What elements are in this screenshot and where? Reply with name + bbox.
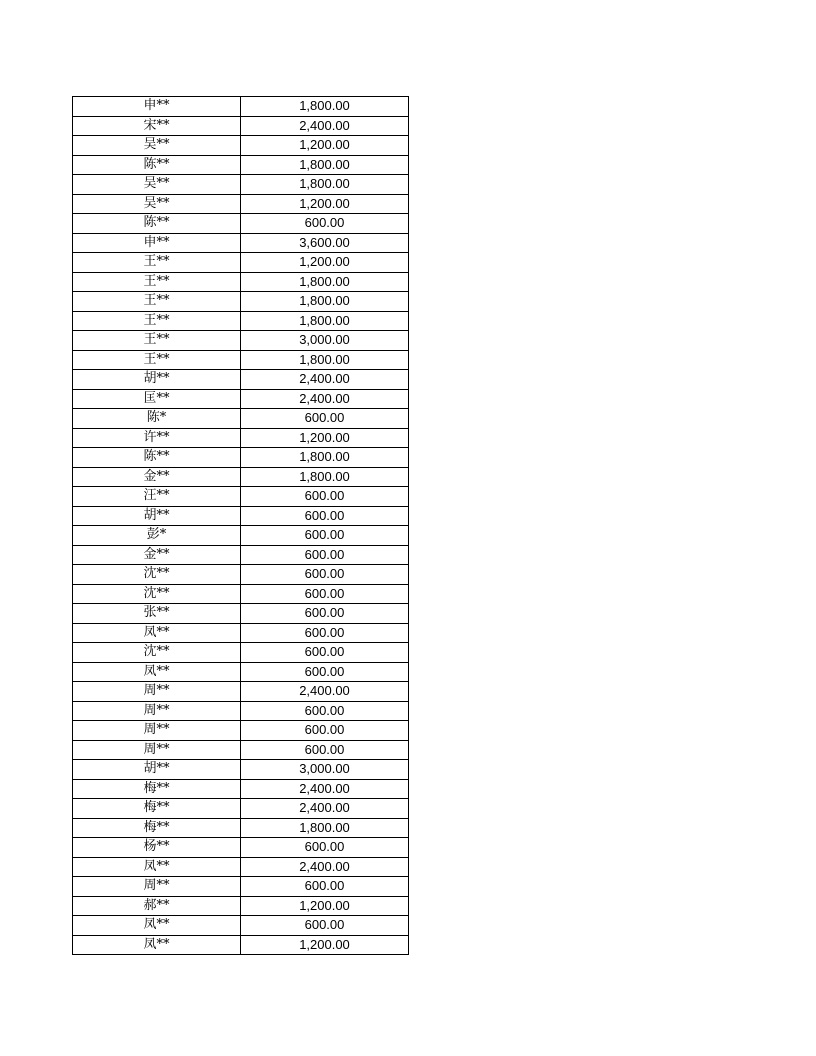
amount-cell: 1,800.00 xyxy=(241,175,409,195)
name-cell: 胡** xyxy=(73,506,241,526)
table-row xyxy=(73,584,409,604)
name-cell: 吴** xyxy=(73,136,241,156)
table-row xyxy=(73,389,409,409)
table-row xyxy=(73,409,409,429)
name-cell: 金** xyxy=(73,545,241,565)
amount-cell: 1,200.00 xyxy=(241,428,409,448)
table-row xyxy=(73,175,409,195)
table-row xyxy=(73,877,409,897)
table-row xyxy=(73,214,409,234)
name-cell: 凤** xyxy=(73,662,241,682)
table-row xyxy=(73,682,409,702)
amount-cell: 1,800.00 xyxy=(241,311,409,331)
table-row xyxy=(73,311,409,331)
amount-cell: 600.00 xyxy=(241,409,409,429)
name-cell: 金** xyxy=(73,467,241,487)
table-row xyxy=(73,799,409,819)
name-cell: 王** xyxy=(73,350,241,370)
table-row xyxy=(73,428,409,448)
table-row xyxy=(73,760,409,780)
table-row xyxy=(73,526,409,546)
amount-cell: 600.00 xyxy=(241,214,409,234)
name-cell: 陈** xyxy=(73,155,241,175)
amount-cell: 600.00 xyxy=(241,565,409,585)
amount-cell: 1,800.00 xyxy=(241,350,409,370)
amount-cell: 600.00 xyxy=(241,526,409,546)
name-cell: 王** xyxy=(73,253,241,273)
name-cell: 杨** xyxy=(73,838,241,858)
amount-cell: 3,000.00 xyxy=(241,760,409,780)
name-cell: 凤** xyxy=(73,916,241,936)
table-row xyxy=(73,272,409,292)
amount-cell: 1,800.00 xyxy=(241,155,409,175)
amount-cell: 2,400.00 xyxy=(241,116,409,136)
amount-cell: 600.00 xyxy=(241,545,409,565)
name-cell: 凤** xyxy=(73,623,241,643)
table-row xyxy=(73,740,409,760)
amount-cell: 600.00 xyxy=(241,740,409,760)
name-cell: 周** xyxy=(73,682,241,702)
name-cell: 匡** xyxy=(73,389,241,409)
name-cell: 胡** xyxy=(73,370,241,390)
table-row xyxy=(73,467,409,487)
amount-cell: 600.00 xyxy=(241,623,409,643)
table-row xyxy=(73,857,409,877)
amount-cell: 600.00 xyxy=(241,838,409,858)
table-row xyxy=(73,350,409,370)
amount-cell: 600.00 xyxy=(241,584,409,604)
name-cell: 宋** xyxy=(73,116,241,136)
name-cell: 凤** xyxy=(73,935,241,955)
table-row xyxy=(73,662,409,682)
name-cell: 吴** xyxy=(73,175,241,195)
name-cell: 周** xyxy=(73,877,241,897)
name-cell: 彭* xyxy=(73,526,241,546)
amount-cell: 600.00 xyxy=(241,604,409,624)
amount-cell: 1,200.00 xyxy=(241,253,409,273)
name-cell: 申** xyxy=(73,97,241,117)
table-body xyxy=(73,97,409,955)
table-row xyxy=(73,818,409,838)
table-row xyxy=(73,448,409,468)
table-row xyxy=(73,97,409,117)
table-row xyxy=(73,292,409,312)
amount-cell: 1,200.00 xyxy=(241,896,409,916)
name-cell: 沈** xyxy=(73,643,241,663)
table-row xyxy=(73,506,409,526)
name-cell: 梅** xyxy=(73,779,241,799)
amount-cell: 1,800.00 xyxy=(241,292,409,312)
table-row xyxy=(73,155,409,175)
name-cell: 陈* xyxy=(73,409,241,429)
name-cell: 胡** xyxy=(73,760,241,780)
amount-cell: 1,800.00 xyxy=(241,448,409,468)
amount-cell: 2,400.00 xyxy=(241,389,409,409)
table-row xyxy=(73,604,409,624)
amount-cell: 1,200.00 xyxy=(241,935,409,955)
table-row xyxy=(73,253,409,273)
amount-cell: 1,800.00 xyxy=(241,467,409,487)
table-row xyxy=(73,701,409,721)
amount-cell: 3,000.00 xyxy=(241,331,409,351)
table-row xyxy=(73,331,409,351)
table-row xyxy=(73,194,409,214)
table-row xyxy=(73,623,409,643)
name-cell: 沈** xyxy=(73,565,241,585)
table-row xyxy=(73,935,409,955)
amount-cell: 600.00 xyxy=(241,643,409,663)
amount-cell: 600.00 xyxy=(241,662,409,682)
table-row xyxy=(73,136,409,156)
table-row xyxy=(73,838,409,858)
name-cell: 王** xyxy=(73,272,241,292)
amount-cell: 1,800.00 xyxy=(241,818,409,838)
amount-cell: 1,800.00 xyxy=(241,97,409,117)
amount-cell: 2,400.00 xyxy=(241,682,409,702)
table-row xyxy=(73,545,409,565)
amount-table xyxy=(72,96,409,955)
table-row xyxy=(73,779,409,799)
name-cell: 周** xyxy=(73,701,241,721)
amount-cell: 600.00 xyxy=(241,506,409,526)
name-cell: 王** xyxy=(73,331,241,351)
name-cell: 许** xyxy=(73,428,241,448)
table-row xyxy=(73,233,409,253)
table-row xyxy=(73,487,409,507)
table-row xyxy=(73,565,409,585)
amount-cell: 2,400.00 xyxy=(241,857,409,877)
name-cell: 吴** xyxy=(73,194,241,214)
amount-cell: 2,400.00 xyxy=(241,779,409,799)
table-row xyxy=(73,916,409,936)
amount-cell: 1,800.00 xyxy=(241,272,409,292)
table-row xyxy=(73,721,409,741)
name-cell: 王** xyxy=(73,292,241,312)
amount-cell: 600.00 xyxy=(241,721,409,741)
name-cell: 汪** xyxy=(73,487,241,507)
name-cell: 申** xyxy=(73,233,241,253)
name-cell: 凤** xyxy=(73,857,241,877)
amount-cell: 600.00 xyxy=(241,916,409,936)
name-cell: 梅** xyxy=(73,799,241,819)
table-row xyxy=(73,896,409,916)
amount-cell: 1,200.00 xyxy=(241,136,409,156)
amount-cell: 600.00 xyxy=(241,701,409,721)
amount-cell: 1,200.00 xyxy=(241,194,409,214)
amount-cell: 2,400.00 xyxy=(241,370,409,390)
amount-cell: 3,600.00 xyxy=(241,233,409,253)
name-cell: 沈** xyxy=(73,584,241,604)
name-cell: 周** xyxy=(73,740,241,760)
name-cell: 梅** xyxy=(73,818,241,838)
table-row xyxy=(73,116,409,136)
name-cell: 陈** xyxy=(73,214,241,234)
name-cell: 周** xyxy=(73,721,241,741)
amount-cell: 2,400.00 xyxy=(241,799,409,819)
amount-cell: 600.00 xyxy=(241,877,409,897)
table-row xyxy=(73,643,409,663)
name-cell: 王** xyxy=(73,311,241,331)
table-row xyxy=(73,370,409,390)
name-cell: 陈** xyxy=(73,448,241,468)
amount-cell: 600.00 xyxy=(241,487,409,507)
name-cell: 郝** xyxy=(73,896,241,916)
name-cell: 张** xyxy=(73,604,241,624)
